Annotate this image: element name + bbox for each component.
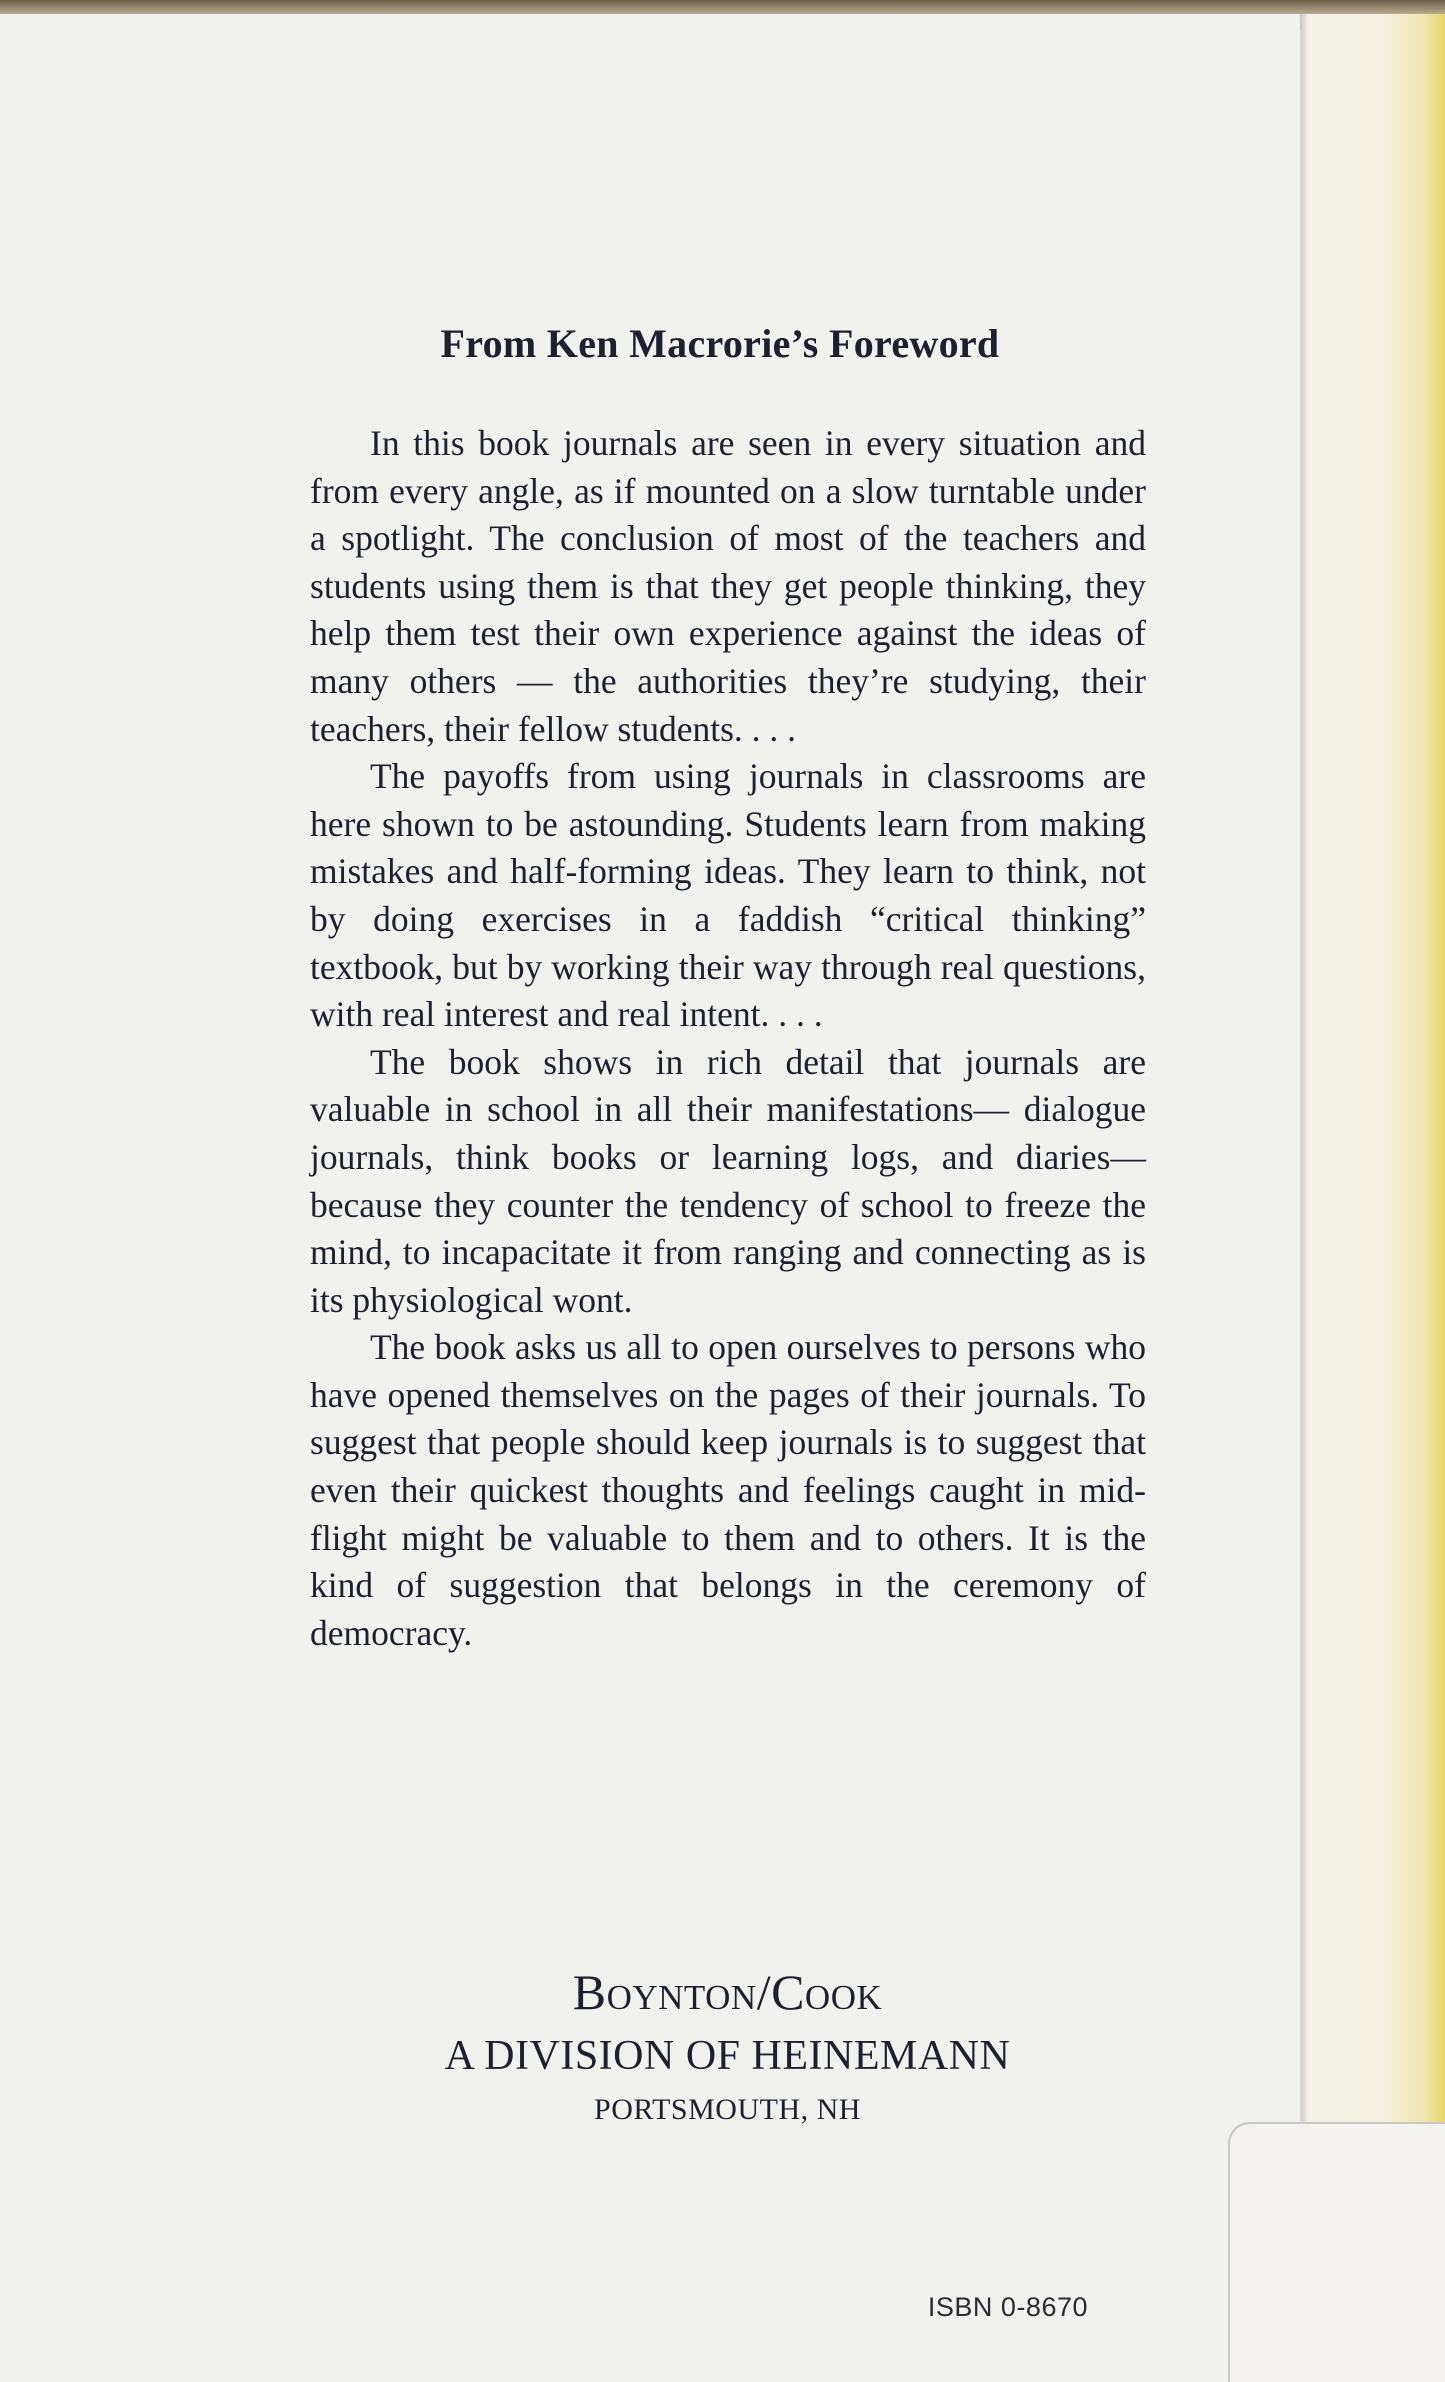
publisher-location: PORTSMOUTH, NH: [594, 2093, 861, 2126]
isbn-number: ISBN 0-8670: [927, 2292, 1088, 2322]
foreword-paragraph: In this book journals are seen in every situation and from every angle, as if mounted on a slow turntable under a spotlight. The conclusion of most of the teachers and students using them is that they get people thinking, they help them test their own experience against the ideas of many others — the authorities they’re studying, their teachers, their fellow students. . . .: [310, 423, 1146, 749]
foreword-paragraph: The book asks us all to open ourselves to persons who have opened themselves on the pages of their journals. To suggest that people should keep journals is to suggest that even their quickest thoughts and feelings caught in mid-flight might be valuable to them and to others. It is the kind of suggestion that belongs in the ceremony of democracy.: [310, 1327, 1146, 1653]
spine-fold: [1300, 30, 1425, 2382]
foreword-paragraph: The book shows in rich detail that journals are valuable in school in all their manifestations— dialogue journals, think books or learning logs, and diaries—because they counter the tendency of school to freeze the mind, to incapacitate it from ranging and connecting as is its physiological wont.: [310, 1041, 1146, 1320]
foreword-title: From Ken Macrorie’s Foreword: [440, 321, 1000, 366]
publisher-division: A DIVISION OF HEINEMANN: [444, 2033, 1011, 2079]
publisher-name: Boynton/Cook: [572, 1964, 883, 2020]
foreword-body: [310, 420, 1146, 1657]
foreword-paragraph: The payoffs from using journals in classrooms are here shown to be astounding. Students learn from making mistakes and half-forming ideas. They learn to think, not by doing exercises in a faddish “critical thinking” textbook, but by working their way through real questions, with real interest and real intent. . . .: [310, 756, 1146, 1035]
